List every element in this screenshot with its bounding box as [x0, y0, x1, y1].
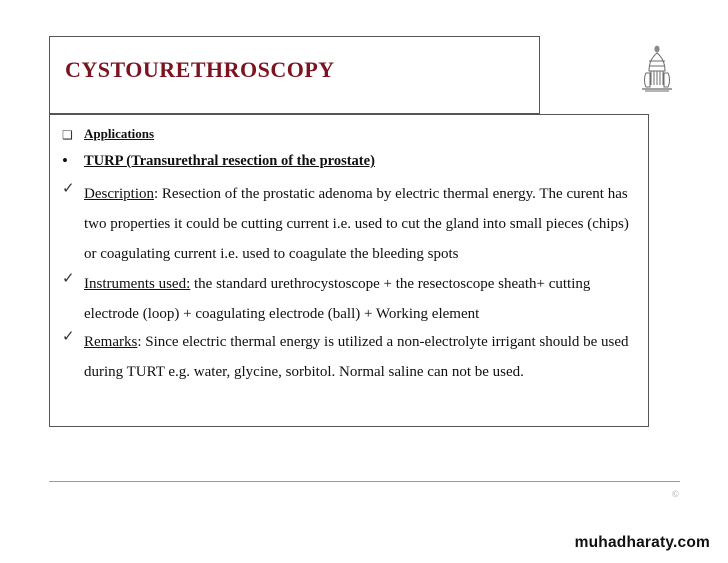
turp-label: TURP (Transurethral resection of the prostate): [84, 153, 375, 169]
footer-brand: muhadharaty.com: [574, 534, 710, 551]
list-item: [62, 179, 640, 269]
turp-heading: [62, 151, 622, 171]
applications-label: Applications: [84, 126, 155, 141]
list-item-body: the standard urethrocystoscope + the resectoscope sheath+ cutting electrode (loop) + coagulating electrode (ball) + Working element: [84, 276, 591, 322]
list-item: [62, 327, 640, 387]
title-box: [49, 36, 540, 114]
list-item-lead: Instruments used:: [84, 276, 191, 292]
list-item-lead: Remarks: [84, 334, 138, 350]
applications-heading: [62, 125, 622, 145]
university-crest-icon: [628, 43, 686, 95]
check-bullet-icon: ✓: [62, 329, 75, 345]
list-item-text: [84, 179, 640, 269]
list-item-lead: Description: [84, 186, 154, 202]
check-bullet-icon: ✓: [62, 271, 75, 287]
page-title: cystourethroscopy: [65, 49, 335, 84]
dot-bullet-icon: •: [62, 151, 68, 170]
check-bullet-icon: ✓: [62, 181, 75, 197]
footer-divider: [49, 481, 680, 482]
copyright-mark: ©: [672, 489, 679, 499]
list-item-body: : Since electric thermal energy is utilized a non-electrolyte irrigant should be used during TURT e.g. water, glycine, sorbitol. Normal saline can not be used.: [84, 334, 629, 380]
square-bullet-icon: ❑: [62, 128, 73, 142]
list-item-body: : Resection of the prostatic adenoma by electric thermal energy. The curent has two properties it could be cutting current i.e. used to cut the gland into small pieces (chips) or coagulating current i.e. used to coagulate the bleeding spots: [84, 186, 629, 262]
list-item-text: [84, 269, 640, 329]
content-box: [49, 114, 649, 427]
list-item: [62, 269, 640, 329]
list-item-text: [84, 327, 640, 387]
